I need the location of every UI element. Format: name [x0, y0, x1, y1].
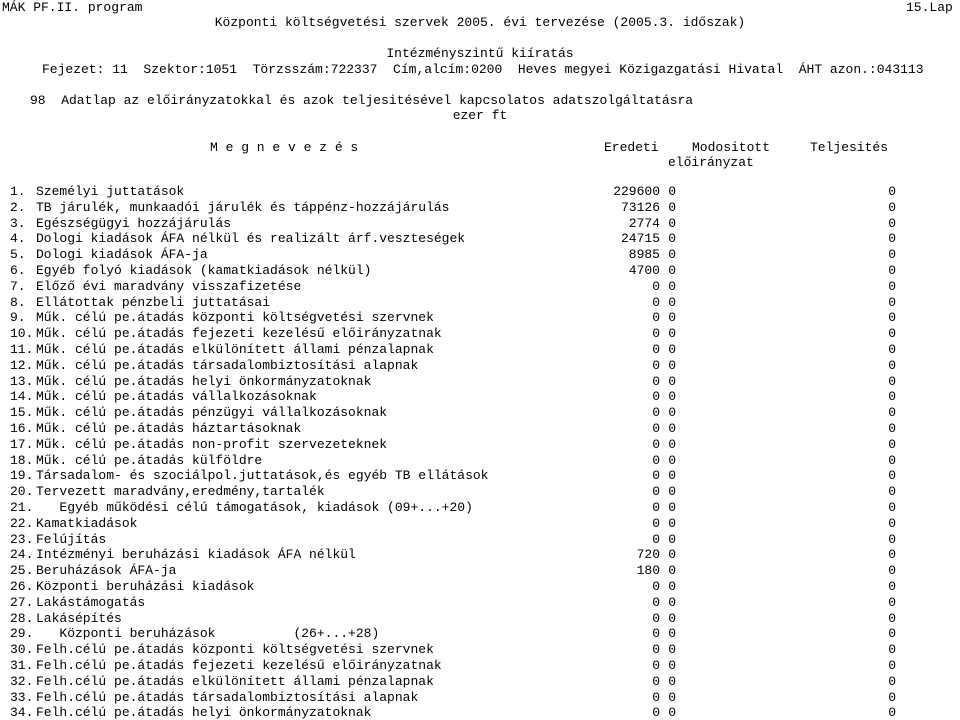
- unit-label: ezer ft: [452, 108, 508, 123]
- row-label: Műk. célú pe.átadás non-profit szervezeteknek: [36, 436, 388, 452]
- row-label: Műk. célú pe.átadás társadalombiztosítási alapnak: [36, 357, 419, 373]
- performance-value: 0: [888, 405, 896, 421]
- row-number: 22.: [10, 515, 34, 531]
- modified-appropriation-value: 0: [668, 357, 676, 373]
- row-number: 27.: [10, 594, 34, 610]
- table-row: [0, 405, 960, 420]
- row-number: 12.: [10, 357, 34, 373]
- row-number: 34.: [10, 705, 34, 720]
- row-number: 13.: [10, 373, 34, 389]
- row-label: Felh.célú pe.átadás társadalombiztosítási alapnak: [36, 689, 419, 705]
- row-label: Felh.célú pe.átadás központi költségvetési szervnek: [36, 642, 434, 658]
- row-label: Felh.célú pe.átadás elkülönített állami pénzalapnak: [36, 673, 434, 689]
- row-label: Tervezett maradvány,eredmény,tartalék: [36, 484, 325, 500]
- plan-title: Központi költségvetési szervek 2005. évi tervezése (2005.3. időszak): [214, 15, 746, 30]
- modified-appropriation-value: 0: [668, 263, 676, 278]
- row-label: Központi beruházások (26+...+28): [36, 626, 380, 642]
- column-header-modified: Modositott: [692, 140, 771, 155]
- sheet-title: 98 Adatlap az előirányzatokkal és azok teljesitésével kapcsolatos adatszolgáltatásra: [30, 93, 694, 108]
- original-appropriation-value: 0: [652, 642, 660, 658]
- modified-appropriation-value: 0: [668, 468, 676, 484]
- modified-appropriation-value: 0: [668, 199, 676, 215]
- column-header-modified-sub: előirányzat: [668, 155, 754, 170]
- row-label: Személyi juttatások: [36, 184, 185, 199]
- table-row: [0, 295, 960, 310]
- row-number: 7.: [10, 278, 26, 294]
- performance-value: 0: [888, 658, 896, 673]
- original-appropriation-value: 720: [636, 547, 660, 563]
- row-label: Egészségügyi hozzájárulás: [36, 215, 232, 231]
- modified-appropriation-value: 0: [668, 326, 676, 342]
- row-number: 2.: [10, 199, 26, 215]
- performance-value: 0: [888, 199, 896, 215]
- row-number: 24.: [10, 547, 34, 563]
- row-number: 30.: [10, 642, 34, 658]
- modified-appropriation-value: 0: [668, 484, 676, 500]
- row-label: Társadalom- és szociálpol.juttatások,és egyéb TB ellátások: [36, 468, 489, 484]
- page-label: 15.Lap: [906, 0, 953, 15]
- row-number: 31.: [10, 658, 34, 673]
- table-row: [0, 516, 960, 531]
- row-number: 4.: [10, 231, 26, 247]
- table-row: [0, 374, 960, 389]
- table-row: [0, 500, 960, 515]
- modified-appropriation-value: 0: [668, 642, 676, 658]
- program-title: MÁK PF.II. program: [2, 0, 143, 15]
- performance-value: 0: [888, 689, 896, 705]
- performance-value: 0: [888, 594, 896, 610]
- row-number: 14.: [10, 389, 34, 405]
- performance-value: 0: [888, 326, 896, 342]
- modified-appropriation-value: 0: [668, 579, 676, 594]
- modified-appropriation-value: 0: [668, 231, 676, 247]
- table-row: [0, 468, 960, 483]
- modified-appropriation-value: 0: [668, 278, 676, 294]
- table-row: [0, 310, 960, 325]
- table-row: [0, 532, 960, 547]
- performance-value: 0: [888, 421, 896, 436]
- row-number: 25.: [10, 563, 34, 579]
- performance-value: 0: [888, 389, 896, 405]
- table-row: [0, 231, 960, 246]
- table-row: [0, 642, 960, 657]
- row-number: 33.: [10, 689, 34, 705]
- performance-value: 0: [888, 579, 896, 594]
- modified-appropriation-value: 0: [668, 215, 676, 231]
- row-label: Műk. célú pe.átadás központi költségvetési szervnek: [36, 310, 434, 326]
- modified-appropriation-value: 0: [668, 626, 676, 642]
- original-appropriation-value: 0: [652, 468, 660, 484]
- performance-value: 0: [888, 484, 896, 500]
- performance-value: 0: [888, 294, 896, 310]
- modified-appropriation-value: 0: [668, 342, 676, 357]
- modified-appropriation-value: 0: [668, 247, 676, 263]
- table-row: [0, 579, 960, 594]
- original-appropriation-value: 0: [652, 452, 660, 468]
- original-appropriation-value: 180: [636, 563, 660, 579]
- column-header-performance: Teljesités: [810, 140, 889, 155]
- table-row: [0, 690, 960, 705]
- original-appropriation-value: 2774: [628, 215, 660, 231]
- modified-appropriation-value: 0: [668, 705, 676, 720]
- table-row: [0, 389, 960, 404]
- table-row: [0, 595, 960, 610]
- original-appropriation-value: 0: [652, 705, 660, 720]
- modified-appropriation-value: 0: [668, 373, 676, 389]
- original-appropriation-value: 0: [652, 436, 660, 452]
- column-header-original: Eredeti: [604, 140, 659, 155]
- row-label: Műk. célú pe.átadás külföldre: [36, 452, 263, 468]
- row-label: Egyéb működési célú támogatások, kiadások (09+...+20): [36, 500, 473, 515]
- performance-value: 0: [888, 563, 896, 579]
- modified-appropriation-value: 0: [668, 436, 676, 452]
- row-label: Beruházások ÁFA-ja: [36, 563, 177, 579]
- performance-value: 0: [888, 231, 896, 247]
- original-appropriation-value: 24715: [620, 231, 660, 247]
- original-appropriation-value: 0: [652, 673, 660, 689]
- modified-appropriation-value: 0: [668, 310, 676, 326]
- modified-appropriation-value: 0: [668, 405, 676, 421]
- performance-value: 0: [888, 357, 896, 373]
- table-row: [0, 342, 960, 357]
- original-appropriation-value: 0: [652, 610, 660, 626]
- performance-value: 0: [888, 500, 896, 515]
- row-label: Lakásépítés: [36, 610, 122, 626]
- row-label: Dologi kiadások ÁFA nélkül és realizált árf.veszteségek: [36, 231, 466, 247]
- performance-value: 0: [888, 310, 896, 326]
- modified-appropriation-value: 0: [668, 421, 676, 436]
- row-label: Műk. célú pe.átadás helyi önkormányzatoknak: [36, 373, 372, 389]
- table-row: [0, 547, 960, 562]
- row-number: 21.: [10, 500, 34, 515]
- performance-value: 0: [888, 373, 896, 389]
- row-number: 18.: [10, 452, 34, 468]
- table-row: [0, 200, 960, 215]
- original-appropriation-value: 0: [652, 626, 660, 642]
- row-label: Kamatkiadások: [36, 515, 138, 531]
- row-number: 1.: [10, 184, 26, 199]
- table-row: [0, 437, 960, 452]
- row-label: Lakástámogatás: [36, 594, 146, 610]
- modified-appropriation-value: 0: [668, 610, 676, 626]
- performance-value: 0: [888, 247, 896, 263]
- table-row: [0, 216, 960, 231]
- table-row: [0, 705, 960, 720]
- row-label: Ellátottak pénzbeli juttatásai: [36, 294, 271, 310]
- performance-value: 0: [888, 610, 896, 626]
- modified-appropriation-value: 0: [668, 658, 676, 673]
- original-appropriation-value: 0: [652, 515, 660, 531]
- row-number: 10.: [10, 326, 34, 342]
- table-row: [0, 626, 960, 641]
- row-number: 5.: [10, 247, 26, 263]
- row-label: Felújítás: [36, 531, 107, 547]
- table-row: [0, 453, 960, 468]
- budget-table: [0, 184, 960, 720]
- table-row: [0, 279, 960, 294]
- table-row: [0, 263, 960, 278]
- performance-value: 0: [888, 263, 896, 278]
- original-appropriation-value: 229600: [613, 184, 660, 199]
- performance-value: 0: [888, 673, 896, 689]
- performance-value: 0: [888, 626, 896, 642]
- row-number: 26.: [10, 579, 34, 594]
- performance-value: 0: [888, 547, 896, 563]
- performance-value: 0: [888, 531, 896, 547]
- row-label: Műk. célú pe.átadás elkülönített állami pénzalapnak: [36, 342, 434, 357]
- table-row: [0, 421, 960, 436]
- modified-appropriation-value: 0: [668, 594, 676, 610]
- original-appropriation-value: 8985: [628, 247, 660, 263]
- table-row: [0, 184, 960, 199]
- performance-value: 0: [888, 452, 896, 468]
- modified-appropriation-value: 0: [668, 500, 676, 515]
- original-appropriation-value: 4700: [628, 263, 660, 278]
- document-identifiers: Fejezet: 11 Szektor:1051 Törzsszám:722337 Cím,alcím:0200 Heves megyei Közigazgatási Hivatal ÁHT azon.:043113: [42, 62, 924, 77]
- table-row: [0, 563, 960, 578]
- modified-appropriation-value: 0: [668, 294, 676, 310]
- table-row: [0, 484, 960, 499]
- row-label: Központi beruházási kiadások: [36, 579, 255, 594]
- original-appropriation-value: 0: [652, 326, 660, 342]
- original-appropriation-value: 0: [652, 484, 660, 500]
- original-appropriation-value: 0: [652, 531, 660, 547]
- row-label: Dologi kiadások ÁFA-ja: [36, 247, 208, 263]
- performance-value: 0: [888, 436, 896, 452]
- row-number: 28.: [10, 610, 34, 626]
- row-number: 11.: [10, 342, 34, 357]
- original-appropriation-value: 0: [652, 310, 660, 326]
- row-number: 6.: [10, 263, 26, 278]
- table-row: [0, 674, 960, 689]
- row-label: Műk. célú pe.átadás háztartásoknak: [36, 421, 302, 436]
- performance-value: 0: [888, 515, 896, 531]
- table-row: [0, 611, 960, 626]
- modified-appropriation-value: 0: [668, 673, 676, 689]
- row-number: 17.: [10, 436, 34, 452]
- row-number: 19.: [10, 468, 34, 484]
- row-number: 32.: [10, 673, 34, 689]
- printout-title: Intézményszintű kiíratás: [386, 46, 574, 61]
- row-number: 29.: [10, 626, 34, 642]
- original-appropriation-value: 0: [652, 500, 660, 515]
- row-label: Előző évi maradvány visszafizetése: [36, 278, 302, 294]
- original-appropriation-value: 0: [652, 294, 660, 310]
- modified-appropriation-value: 0: [668, 547, 676, 563]
- row-number: 16.: [10, 421, 34, 436]
- original-appropriation-value: 0: [652, 689, 660, 705]
- modified-appropriation-value: 0: [668, 452, 676, 468]
- original-appropriation-value: 0: [652, 389, 660, 405]
- table-row: [0, 247, 960, 262]
- column-header-name: M e g n e v e z é s: [210, 140, 359, 155]
- modified-appropriation-value: 0: [668, 531, 676, 547]
- original-appropriation-value: 0: [652, 594, 660, 610]
- performance-value: 0: [888, 468, 896, 484]
- modified-appropriation-value: 0: [668, 563, 676, 579]
- modified-appropriation-value: 0: [668, 515, 676, 531]
- row-number: 3.: [10, 215, 26, 231]
- original-appropriation-value: 0: [652, 579, 660, 594]
- performance-value: 0: [888, 705, 896, 720]
- row-label: Műk. célú pe.átadás vállalkozásoknak: [36, 389, 317, 405]
- row-number: 9.: [10, 310, 26, 326]
- original-appropriation-value: 0: [652, 278, 660, 294]
- original-appropriation-value: 0: [652, 342, 660, 357]
- row-number: 8.: [10, 294, 26, 310]
- row-label: Intézményi beruházási kiadások ÁFA nélkül: [36, 547, 356, 563]
- modified-appropriation-value: 0: [668, 184, 676, 199]
- modified-appropriation-value: 0: [668, 689, 676, 705]
- table-row: [0, 326, 960, 341]
- original-appropriation-value: 0: [652, 421, 660, 436]
- original-appropriation-value: 73126: [620, 199, 660, 215]
- performance-value: 0: [888, 278, 896, 294]
- original-appropriation-value: 0: [652, 357, 660, 373]
- original-appropriation-value: 0: [652, 658, 660, 673]
- performance-value: 0: [888, 184, 896, 199]
- row-number: 23.: [10, 531, 34, 547]
- row-label: Műk. célú pe.átadás pénzügyi vállalkozásoknak: [36, 405, 388, 421]
- row-label: Felh.célú pe.átadás fejezeti kezelésű előirányzatnak: [36, 658, 442, 673]
- row-label: Egyéb folyó kiadások (kamatkiadások nélkül): [36, 263, 372, 278]
- performance-value: 0: [888, 215, 896, 231]
- table-row: [0, 358, 960, 373]
- performance-value: 0: [888, 342, 896, 357]
- table-row: [0, 658, 960, 673]
- row-label: Felh.célú pe.átadás helyi önkormányzatoknak: [36, 705, 372, 720]
- performance-value: 0: [888, 642, 896, 658]
- row-label: TB járulék, munkaadói járulék és táppénz-hozzájárulás: [36, 199, 450, 215]
- row-number: 15.: [10, 405, 34, 421]
- row-number: 20.: [10, 484, 34, 500]
- modified-appropriation-value: 0: [668, 389, 676, 405]
- original-appropriation-value: 0: [652, 373, 660, 389]
- row-label: Műk. célú pe.átadás fejezeti kezelésű előirányzatnak: [36, 326, 442, 342]
- original-appropriation-value: 0: [652, 405, 660, 421]
